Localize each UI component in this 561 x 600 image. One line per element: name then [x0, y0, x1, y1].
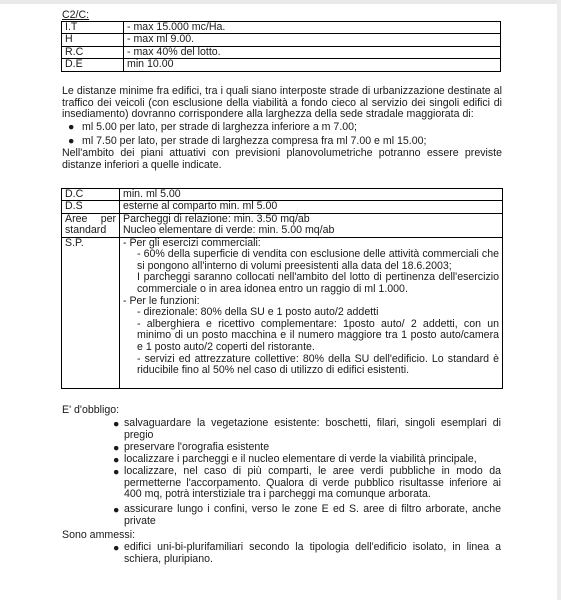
- list-item: preservare l'orografia esistente: [124, 441, 270, 453]
- bullet-icon: ●: [68, 121, 75, 133]
- table-row: S.P. - Per gli esercizi commerciali: - 60% della superficie di vendita con esclusione delle attività commerciali che si pongono all'interno di volumi preesistenti alla data del 18.6.2003; I parcheggi saranno collocati nell'ambito del lotto di pertinenza dell'esercizio commerciale o in area idonea entro un raggio di ml 1.000. - Per le funzioni: - direzionale: 80% della SU e 1 posto auto/2 addetti - alberghiera e ricettivo complementare: 1posto auto/ 2 addetti, con un minimo di un posto macchina e il numero maggiore tra 1 posto auto/camera e 1 posto auto/2 coperti del ristorante. - servizi ed attrezzature collettive: 80% della SU dell'edificio. Lo standard è riducibile fino al 50% nel caso di utilizzo di edifici esistenti.: [62, 237, 503, 388]
- bullet-icon: ●: [113, 454, 120, 466]
- list-item: assicurare lungo i confini, verso le zone E ed S. aree di filtro arborate, anche private: [124, 503, 501, 527]
- table-row: H - max ml 9.00.: [62, 34, 501, 46]
- list-item: ml 7.50 per lato, per strade di larghezza compresa fra ml 7.00 e ml 15.00;: [82, 135, 427, 147]
- bullet-icon: ●: [113, 466, 120, 478]
- list-item: ml 5.00 per lato, per strade di larghezza inferiore a m 7.00;: [82, 121, 357, 133]
- planning-paragraph: Nell'ambito dei piani attuativi con previsioni planovolumetriche potranno essere previste distanze inferiori a quelle indicate.: [62, 147, 502, 171]
- table-row: D.E min 10.00: [62, 59, 501, 71]
- section-heading: C2/C:: [62, 9, 90, 21]
- table-row: D.C min. ml 5.00: [62, 189, 503, 201]
- list-item: edifici uni-bi-plurifamiliari secondo la tipologia dell'edificio isolato, in linea a schiera, pluripiano.: [124, 541, 501, 565]
- bullet-icon: ●: [113, 542, 120, 554]
- bullet-icon: ●: [113, 504, 120, 516]
- scrollbar[interactable]: [557, 0, 561, 600]
- top-scroll-edge: [0, 0, 561, 4]
- standards-table: [61, 188, 503, 389]
- table-row: I.T - max 15.000 mc/Ha.: [62, 22, 501, 34]
- zoning-table: [61, 21, 501, 72]
- list-item: salvaguardare la vegetazione esistente: boschetti, filari, singoli esemplari di pregio: [124, 417, 501, 441]
- bullet-icon: ●: [113, 442, 120, 454]
- list-item: localizzare, nel caso di più comparti, le aree verdi pubbliche in modo da permetterne l'accorpamento. Qualora di verde pubblico risultasse inferiore ai 400 mq, potrà interstiziale tra i parcheggi ma comunque arborata.: [124, 465, 501, 501]
- list-item: localizzare i parcheggi e il nucleo elementare di verde la viabilità principale,: [124, 453, 477, 465]
- distances-paragraph: Le distanze minime fra edifici, tra i quali siano interposte strade di urbanizzazione destinate al traffico dei veicoli (con esclusione della viabilità a fondo cieco al servizio dei singoli edifici di insediamento) dovranno corrispondere alla larghezza della sede stradale maggiorata di:: [62, 85, 502, 121]
- bullet-icon: ●: [113, 418, 120, 430]
- table-row: Aree per standard Parcheggi di relazione: min. 3.50 mq/ab Nucleo elementare di verde: min. 5.00 mq/ab: [62, 213, 503, 237]
- table-row: R.C - max 40% del lotto.: [62, 46, 501, 58]
- obligations-label: E' d'obbligo:: [62, 404, 120, 416]
- bullet-icon: ●: [68, 135, 75, 147]
- sp-cell: - Per gli esercizi commerciali: - 60% della superficie di vendita con esclusione delle attività commerciali che si pongono all'interno di volumi preesistenti alla data del 18.6.2003; I parcheggi saranno collocati nell'ambito del lotto di pertinenza dell'esercizio commerciale o in area idonea entro un raggio di ml 1.000. - Per le funzioni: - direzionale: 80% della SU e 1 posto auto/2 addetti - alberghiera e ricettivo complementare: 1posto auto/ 2 addetti, con un minimo di un posto macchina e il numero maggiore tra 1 posto auto/camera e 1 posto auto/2 coperti del ristorante. - servizi ed attrezzature collettive: 80% della SU dell'edificio. Lo standard è riducibile fino al 50% nel caso di utilizzo di edifici esistenti.: [120, 237, 503, 388]
- permitted-label: Sono ammessi:: [62, 529, 136, 541]
- table-row: D.S esterne al comparto min. ml 5.00: [62, 201, 503, 213]
